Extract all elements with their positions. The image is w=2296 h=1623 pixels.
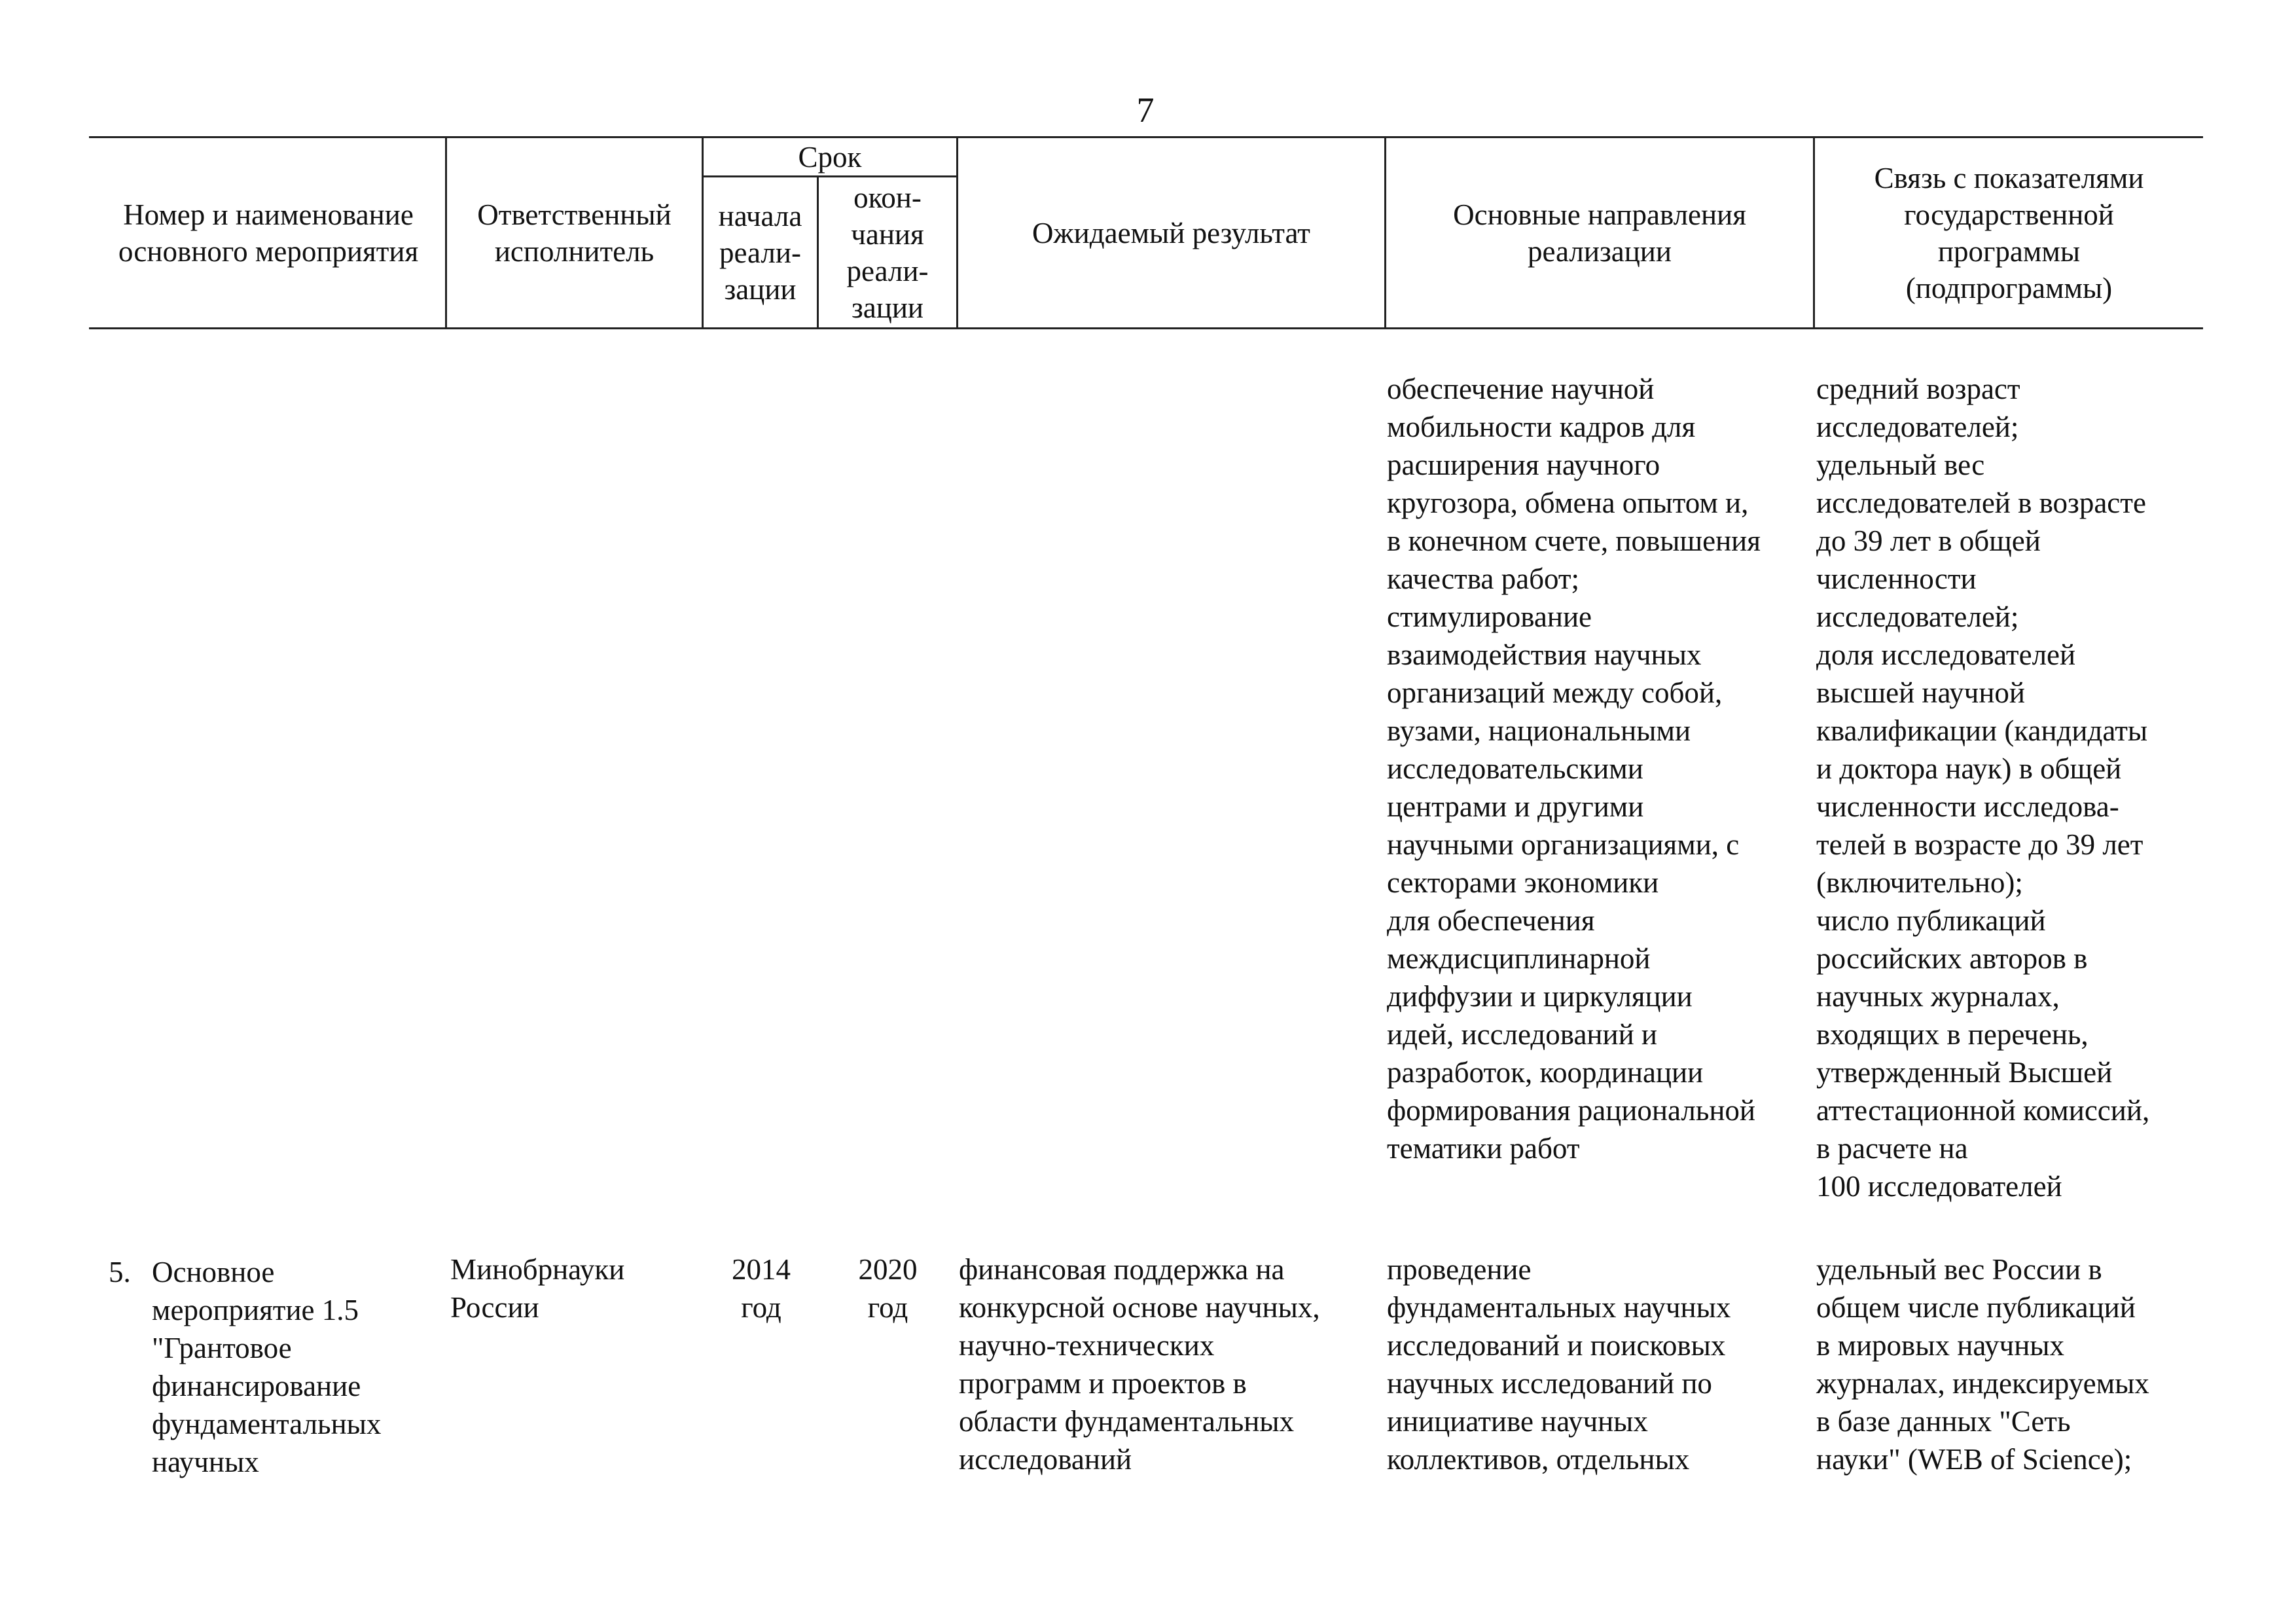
row5-indicators: удельный вес России в общем числе публикаций в мировых научных журналах, индексируемых в базе данных "Сеть науки" (WEB of Science); bbox=[1816, 1253, 2149, 1476]
row5-start: 2014 год bbox=[732, 1253, 791, 1324]
row5-result: финансовая поддержка на конкурсной основе научных, научно-технических программ и проектов в области фундаментальных исследований bbox=[959, 1253, 1320, 1476]
header-end: окон- чания реали- зации bbox=[846, 181, 929, 324]
continued-indicators-cell: средний возраст исследователей; удельный вес исследователей в возрасте до 39 лет в общей численности исследователей; доля исследователей высшей научной квалификации (кандидаты и доктора наук) в общей численности исследова- телей в возрасте до 39 лет (включительно); число публикаций российских авторов в научных журналах, входящих в перечень, утвержденный Высшей аттестационной комиссий, в расчете на 100 исследователей bbox=[1816, 373, 2150, 1203]
header-term: Срок bbox=[798, 140, 862, 173]
row5-directions: проведение фундаментальных научных исследований и поисковых научных исследований по инициативе научных коллективов, отдельных bbox=[1387, 1253, 1731, 1476]
page-number: 7 bbox=[1136, 90, 1155, 130]
row5-name: Основное мероприятие 1.5 "Грантовое финансирование фундаментальных научных bbox=[152, 1256, 382, 1478]
header-indicators: Связь с показателями государственной программы (подпрограммы) bbox=[1874, 161, 2144, 304]
continued-directions-cell: обеспечение научной мобильности кадров для расширения научного кругозора, обмена опытом и, в конечном счете, повышения качества работ; стимулирование взаимодействия научных организаций между собой, вузами, национальными исследовательскими центрами и другими научными организациями, с секторами экономики для обеспечения междисциплинарной диффузии и циркуляции идей, исследований и разработок, координации формирования рациональной тематики работ bbox=[1387, 373, 1761, 1165]
header-name: Номер и наименование основного мероприятия bbox=[118, 198, 419, 268]
header-directions: Основные направления реализации bbox=[1453, 198, 1746, 268]
row5-number: 5. bbox=[109, 1256, 131, 1288]
header-start: начала реали- зации bbox=[718, 199, 802, 306]
header-bottom-rule bbox=[89, 327, 2203, 329]
header-result: Ожидаемый результат bbox=[1032, 216, 1310, 249]
row5-executor: Минобрнауки России bbox=[450, 1253, 625, 1324]
header-executor: Ответственный исполнитель bbox=[477, 198, 672, 268]
row5-end: 2020 год bbox=[858, 1253, 918, 1324]
